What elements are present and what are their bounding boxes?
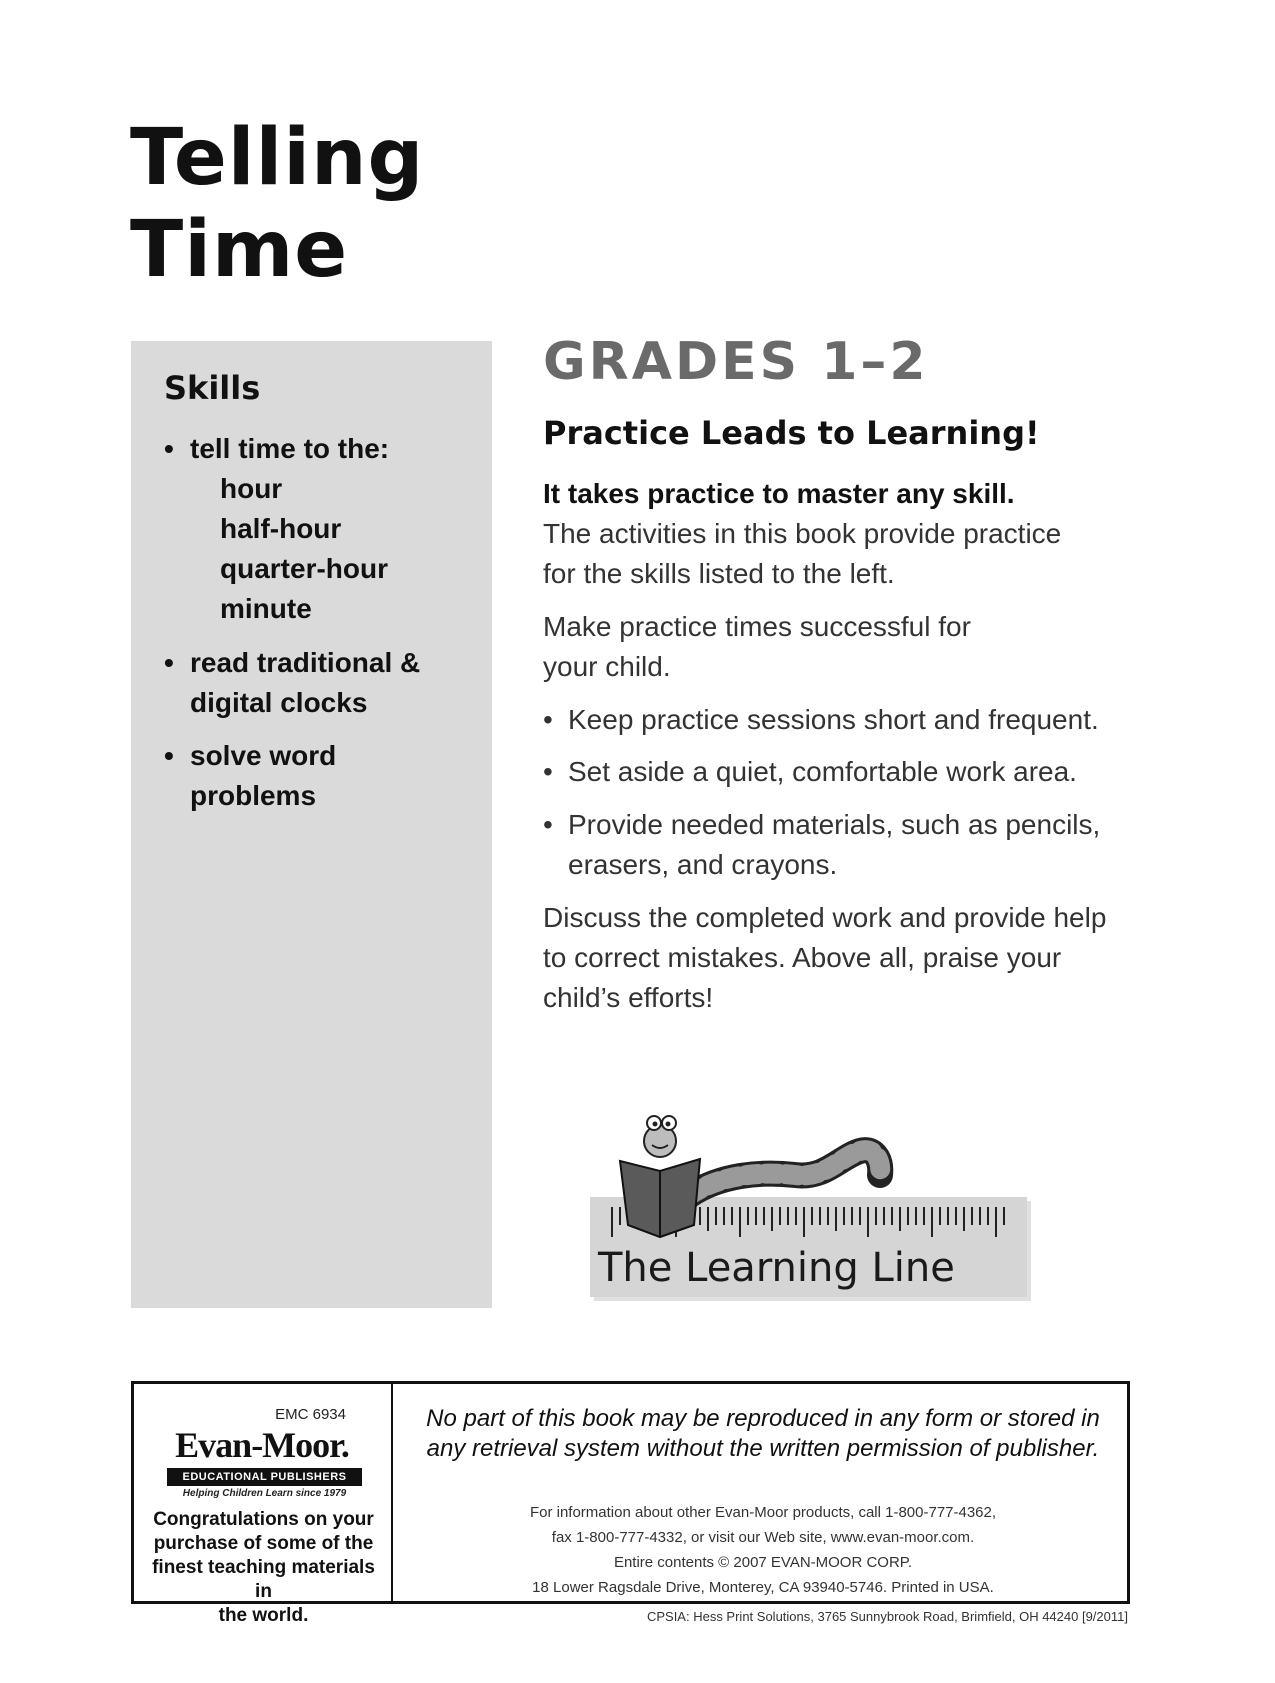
- congrats-line: Congratulations on your: [153, 1509, 374, 1530]
- skill-text: read traditional &: [190, 647, 421, 678]
- cpsia-line: CPSIA: Hess Print Solutions, 3765 Sunnybrook Road, Brimfield, OH 44240 [9/2011]: [646, 1609, 1128, 1624]
- publisher-subtitle: EDUCATIONAL PUBLISHERS: [167, 1468, 362, 1486]
- congrats-line: purchase of some of the: [153, 1533, 374, 1554]
- tip-item: [543, 805, 1153, 885]
- publisher-tagline: Helping Children Learn since 1979: [182, 1488, 347, 1499]
- skill-item-read-clocks: [164, 643, 420, 723]
- make-line: Make practice times successful for: [543, 611, 971, 642]
- publisher-logo: Evan-Moor.: [175, 1425, 349, 1465]
- practice-heading: Practice Leads to Learning!: [543, 414, 1040, 452]
- skill-text: tell time to the:: [190, 433, 390, 464]
- title-line-2: Time: [130, 205, 349, 295]
- learning-line-logo: [590, 1113, 1035, 1303]
- skill-text: solve word: [190, 740, 337, 771]
- intro-paragraph: [543, 474, 1153, 594]
- skill-text: digital clocks: [190, 687, 368, 718]
- learning-line-illustration: [590, 1113, 1035, 1303]
- contact-line: 18 Lower Ragsdale Drive, Monterey, CA 93940-5746. Printed in USA.: [532, 1579, 994, 1596]
- discuss-line: Discuss the completed work and provide help: [543, 902, 1107, 933]
- congratulations-text: [142, 1508, 385, 1628]
- intro-line: for the skills listed to the left.: [543, 558, 895, 589]
- tip-text: Keep practice sessions short and frequent.: [568, 704, 1099, 735]
- skills-heading: Skills: [164, 369, 261, 407]
- bullet: •: [164, 433, 174, 464]
- tip-item: [543, 700, 1153, 740]
- bullet: •: [543, 704, 553, 735]
- grades-label: GRADES 1–2: [543, 332, 929, 392]
- make-paragraph: [543, 607, 1153, 687]
- make-line: your child.: [543, 651, 671, 682]
- title-line-1: Telling: [130, 113, 425, 203]
- contact-line: fax 1-800-777-4332, or visit our Web site, www.evan-moor.com.: [551, 1529, 975, 1546]
- learning-line-text: The Learning Line: [598, 1245, 955, 1291]
- bullet: •: [164, 740, 174, 771]
- tip-text: Provide needed materials, such as pencils,: [568, 809, 1101, 840]
- contact-line: Entire contents © 2007 EVAN-MOOR CORP.: [613, 1554, 913, 1571]
- skill-item-word-problems: [164, 736, 336, 816]
- tip-item: [543, 752, 1153, 792]
- discuss-paragraph: [543, 898, 1153, 1018]
- discuss-line: to correct mistakes. Above all, praise your: [543, 942, 1062, 973]
- publisher-panel: [134, 1384, 393, 1626]
- notice-line: No part of this book may be reproduced in any form or stored in: [426, 1405, 1100, 1432]
- notice-line: any retrieval system without the written permission of publisher.: [426, 1435, 1100, 1462]
- intro-line: The activities in this book provide practice: [543, 518, 1062, 549]
- skill-sub-item: half-hour: [220, 513, 342, 544]
- bullet: •: [543, 809, 553, 840]
- book-icon: [620, 1159, 700, 1237]
- book-title: [130, 112, 424, 296]
- skill-sub-item: quarter-hour: [220, 553, 388, 584]
- skill-sub-item: minute: [220, 593, 312, 624]
- contact-info: [394, 1500, 1132, 1600]
- skill-text: problems: [190, 780, 317, 811]
- tip-text: Set aside a quiet, comfortable work area.: [568, 756, 1077, 787]
- intro-bold: It takes practice to master any skill.: [543, 478, 1015, 509]
- bullet: •: [543, 756, 553, 787]
- congrats-line: finest teaching materials in: [152, 1557, 375, 1602]
- skills-panel: [131, 341, 492, 1308]
- discuss-line: child’s efforts!: [543, 982, 714, 1013]
- bullet: •: [164, 647, 174, 678]
- skill-item-tell-time: [164, 429, 389, 629]
- product-code: EMC 6934: [275, 1406, 346, 1423]
- tip-text: erasers, and crayons.: [568, 849, 838, 880]
- skill-sub-item: hour: [220, 473, 283, 504]
- congrats-line: the world.: [218, 1605, 309, 1626]
- contact-line: For information about other Evan-Moor products, call 1-800-777-4362,: [529, 1504, 997, 1521]
- copyright-notice: [394, 1404, 1132, 1464]
